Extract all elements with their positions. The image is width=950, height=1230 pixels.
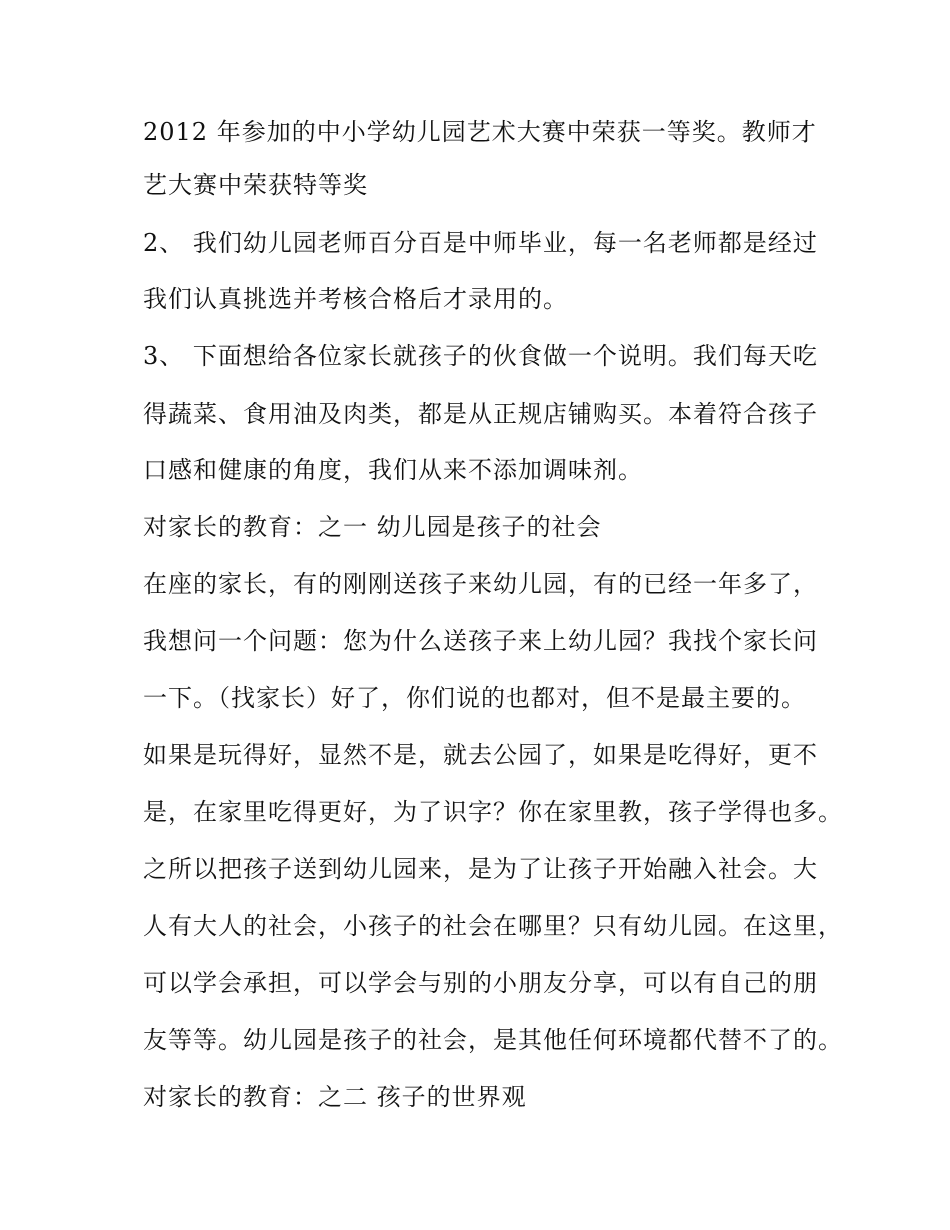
text-line-13: 是，在家里吃得更好，为了识字？你在家里教，孩子学得也多。 xyxy=(143,798,843,826)
text-line-5: 3、 下面想给各位家长就孩子的伙食做一个说明。我们每天吃 xyxy=(143,342,818,370)
text-line-7: 口感和健康的角度，我们从来不添加调味剂。 xyxy=(143,456,643,484)
text-line-15: 人有大人的社会，小孩子的社会在哪里？只有幼儿园。在这里， xyxy=(143,912,843,940)
text-line-9: 在座的家长，有的刚刚送孩子来幼儿园，有的已经一年多了， xyxy=(143,570,818,598)
text-line-1: 2012 年参加的中小学幼儿园艺术大赛中荣获一等奖。教师才 xyxy=(143,118,817,146)
text-line-11: 一下。（找家长）好了，你们说的也都对，但不是最主要的。 xyxy=(143,684,806,712)
text-line-10: 我想问一个问题：您为什么送孩子来上幼儿园？我找个家长问 xyxy=(143,627,818,655)
text-line-3: 2、 我们幼儿园老师百分百是中师毕业，每一名老师都是经过 xyxy=(143,229,818,257)
text-line-12: 如果是玩得好，显然不是，就去公园了，如果是吃得好，更不 xyxy=(143,741,818,769)
text-line-2: 艺大赛中荣获特等奖 xyxy=(143,171,368,199)
text-line-4: 我们认真挑选并考核合格后才录用的。 xyxy=(143,285,568,313)
text-line-14: 之所以把孩子送到幼儿园来，是为了让孩子开始融入社会。大 xyxy=(143,855,818,883)
text-line-16: 可以学会承担，可以学会与别的小朋友分享，可以有自己的朋 xyxy=(143,969,818,997)
text-line-17: 友等等。幼儿园是孩子的社会，是其他任何环境都代替不了的。 xyxy=(143,1026,843,1054)
text-line-6: 得蔬菜、食用油及肉类，都是从正规店铺购买。本着符合孩子 xyxy=(143,400,818,428)
section-heading-2: 对家长的教育：之二 孩子的世界观 xyxy=(143,1083,527,1111)
section-heading-1: 对家长的教育：之一 幼儿园是孩子的社会 xyxy=(143,513,602,541)
